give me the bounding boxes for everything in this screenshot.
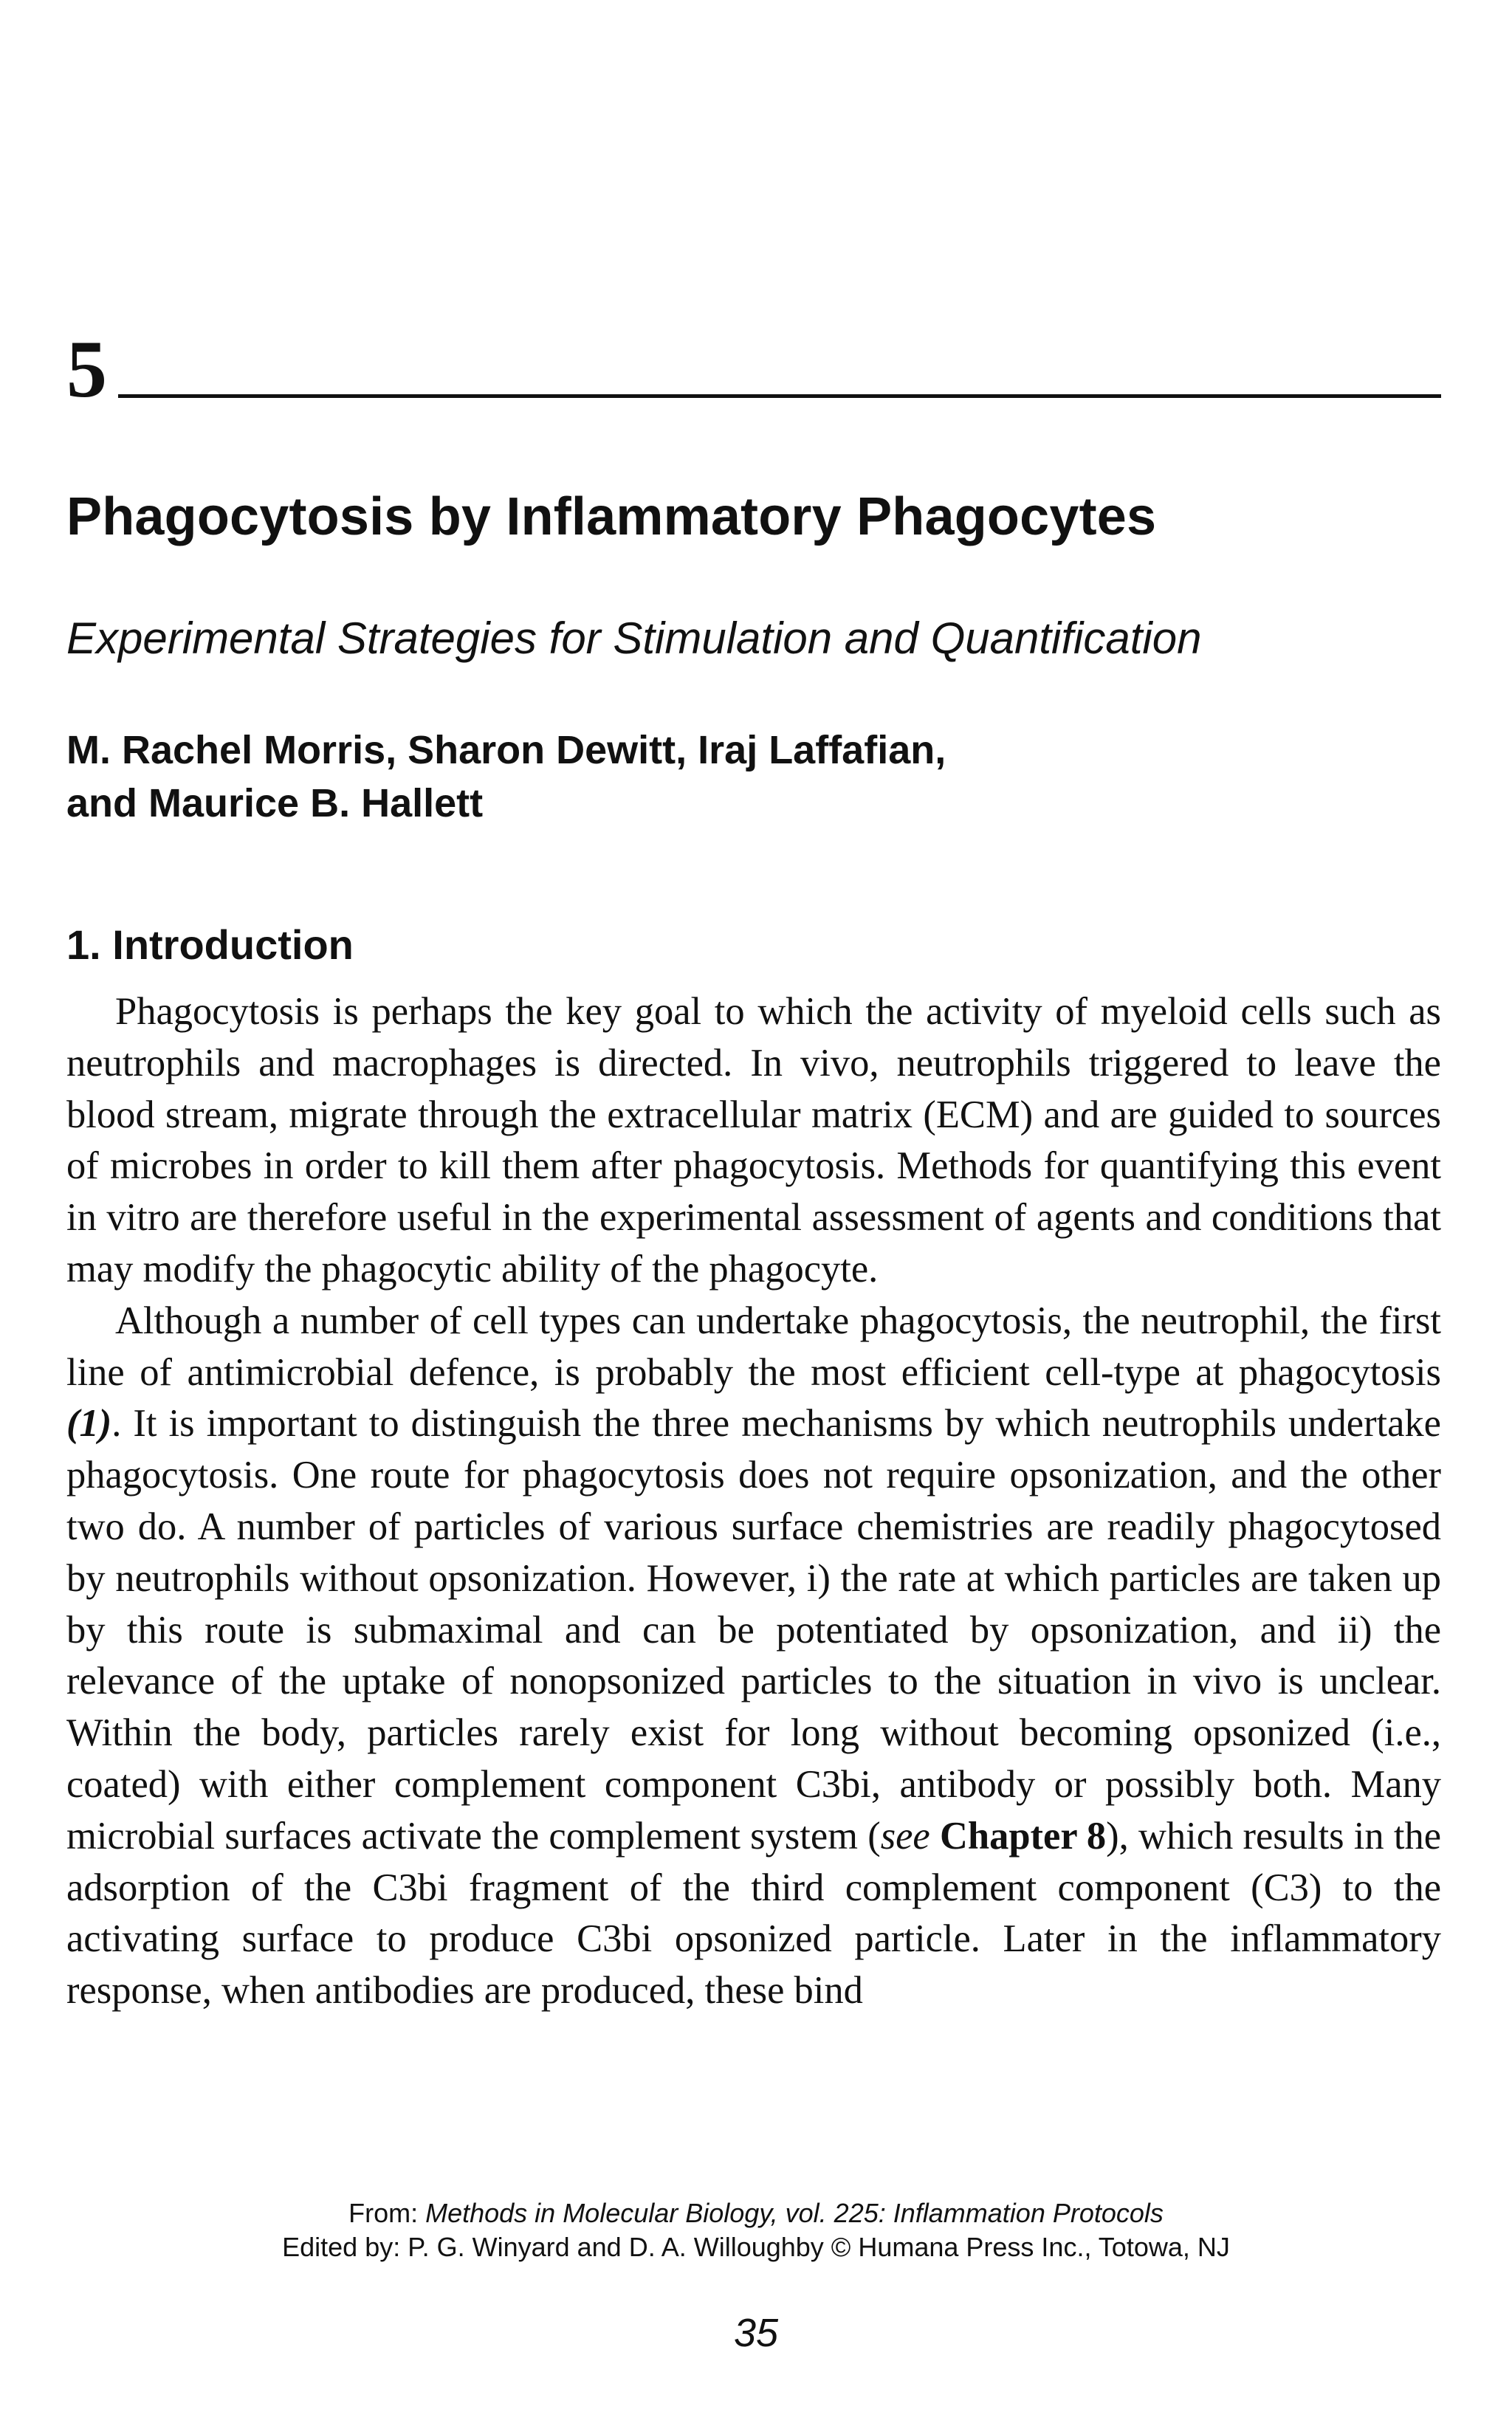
paragraph-1: Phagocytosis is perhaps the key goal to which the activity of myeloid cells such as neutrophils and macrophages is directed. In vivo, neutrophils triggered to leave the blood stream, migrate through the extracellular matrix (ECM) and are guided to sources of microbes in order to kill them after phagocytosis. Methods for quantifying this event in vitro are therefore useful in the experimental assessment of agents and conditions that may modify the phagocytic ability of the phagocyte. (66, 990, 1441, 1291)
footer-edited-line: Edited by: P. G. Winyard and D. A. Willoughby © Humana Press Inc., Totowa, NJ (282, 2232, 1230, 2262)
section-body (66, 986, 1441, 2017)
source-footer (0, 2196, 1512, 2264)
section-heading: 1. Introduction (66, 921, 354, 968)
footer-source-title: Methods in Molecular Biology, vol. 225: Inflammation Protocols (425, 2198, 1164, 2228)
authors-line-2: and Maurice B. Hallett (66, 781, 484, 825)
footer-from-label: From: (348, 2198, 426, 2228)
chapter-title: Phagocytosis by Inflammatory Phagocytes (66, 487, 1157, 546)
paragraph-2-part-a: Although a number of cell types can undertake phagocytosis, the neutrophil, the first line of antimicrobial defence, is probably the most efficient cell-type at phagocytosis (66, 1299, 1441, 1394)
page-number: 35 (733, 2311, 779, 2355)
paragraph-2 (66, 1296, 1441, 2017)
paragraph-2-part-c: ), which results in the adsorption of the C3bi fragment of the third complement component (C3) to the activating surface to produce C3bi opsonized particle. Later in the inflammatory response, when antibodies are produced, these bind (66, 1814, 1442, 2013)
citation-reference: (1) (66, 1402, 112, 1446)
see-reference: see (880, 1814, 930, 1858)
chapter-number: 5 (66, 324, 107, 414)
chapter-rule (118, 394, 1441, 398)
footer-source-line (0, 2196, 1512, 2230)
author-list (66, 724, 1441, 830)
authors-line-1: M. Rachel Morris, Sharon Dewitt, Iraj Laffafian, (66, 728, 946, 772)
chapter-subtitle: Experimental Strategies for Stimulation and Quantification (66, 614, 1202, 663)
chapter-cross-reference: Chapter 8 (939, 1814, 1107, 1858)
paragraph-2-part-b: . It is important to distinguish the three mechanisms by which neutrophils undertake phagocytosis. One route for phagocytosis does not require opsonization, and the other two do. A number of particles of various surface chemistries are readily phagocytosed by neutrophils without opsonization. However, i) the rate at which particles are taken up by this route is submaximal and can be potentiated by opsonization, and ii) the relevance of the uptake of nonopsonized particles to the situation in vivo is unclear. Within the body, particles rarely exist for long without becoming opsonized (i.e., coated) with either complement component C3bi, antibody or possibly both. Many microbial surfaces activate the complement system ( (66, 1402, 1441, 1858)
chapter-header (66, 325, 1441, 413)
